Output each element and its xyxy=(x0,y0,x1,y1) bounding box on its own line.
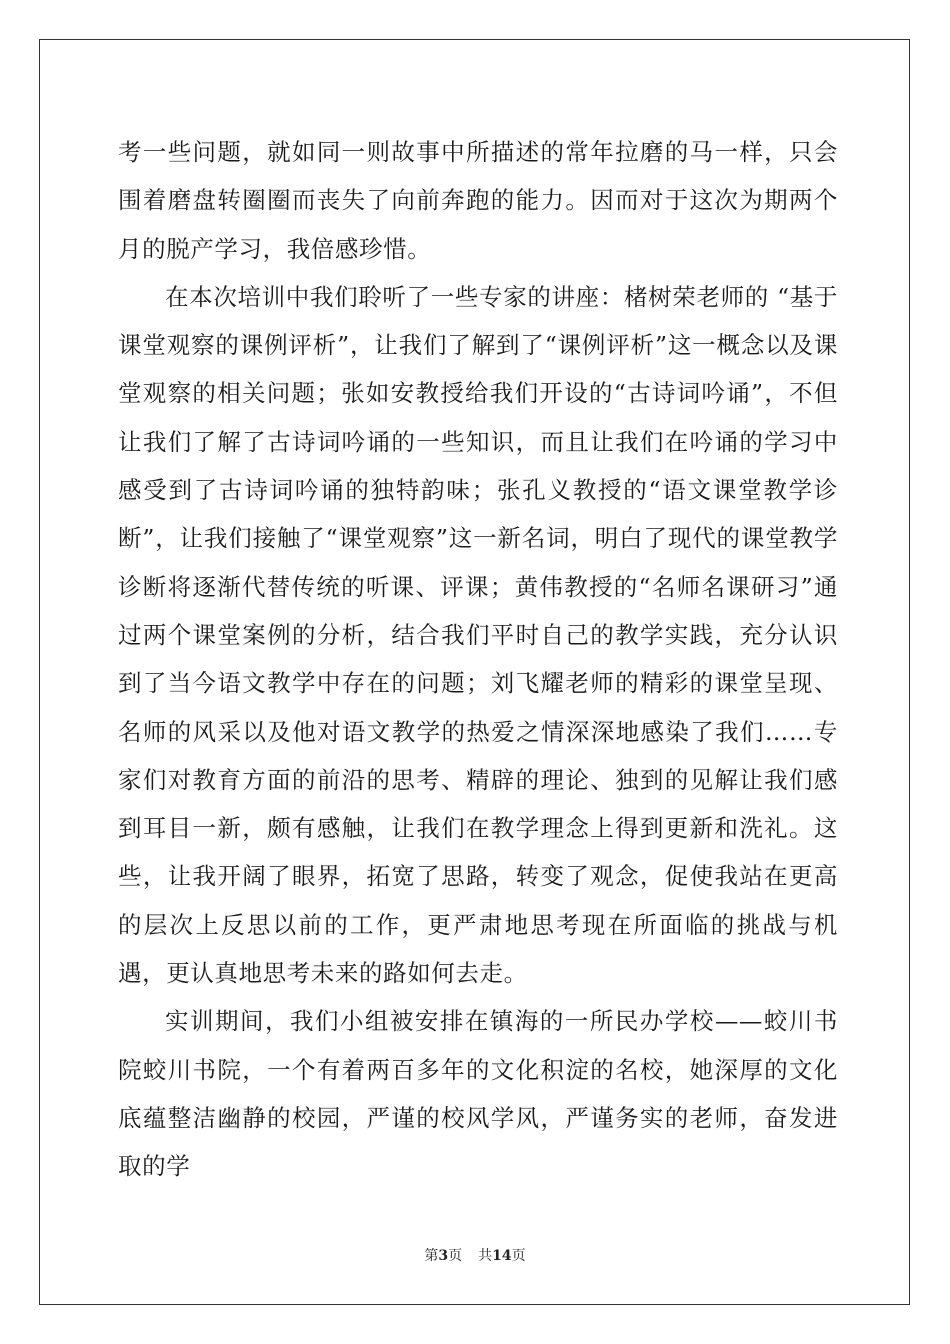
document-body xyxy=(118,128,838,1191)
page-prefix: 第 xyxy=(424,1248,439,1264)
current-page-number: 3 xyxy=(438,1248,449,1264)
page-unit: 页 xyxy=(448,1248,463,1264)
total-page-count: 14 xyxy=(492,1248,512,1264)
paragraph-2: 在本次培训中我们聆听了一些专家的讲座：楮树荣老师的 “基于课堂观察的课例评析”，让我们了解到了“课例评析”这一概念以及课堂观察的相关问题；张如安教授给我们开设的“古诗词吟诵”，不但让我们了解了古诗词吟诵的一些知识，而且让我们在吟诵的学习中感受到了古诗词吟诵的独特韵味；张孔义教授的“语文课堂教学诊断”，让我们接触了“课堂观察”这一新名词，明白了现代的课堂教学诊断将逐渐代替传统的听课、评课；黄伟教授的“名师名课研习”通过两个课堂案例的分析，结合我们平时自己的教学实践，充分认识到了当今语文教学中存在的问题；刘飞耀老师的精彩的课堂呈现、名师的风采以及他对语文教学的热爱之情深深地感染了我们……专家们对教育方面的前沿的思考、精辟的理论、独到的见解让我们感到耳目一新，颇有感触，让我们在教学理念上得到更新和洗礼。这些，让我开阔了眼界，拓宽了思路，转变了观念，促使我站在更高的层次上反思以前的工作，更严肃地思考现在所面临的挑战与机遇，更认真地思考未来的路如何去走。 xyxy=(118,282,838,988)
paragraph-3: 实训期间，我们小组被安排在镇海的一所民办学校——蛟川书院蛟川书院，一个有着两百多年的文化积淀的名校，她深厚的文化底蕴整洁幽静的校园，严谨的校风学风，严谨务实的老师，奋发进取的学 xyxy=(118,1007,838,1181)
total-unit: 页 xyxy=(511,1248,526,1264)
page-footer xyxy=(0,1245,950,1265)
paragraph-1: 考一些问题，就如同一则故事中所描述的常年拉磨的马一样，只会围着磨盘转圈圈而丧失了向前奔跑的能力。因而对于这次为期两个月的脱产学习，我倍感珍惜。 xyxy=(118,138,838,263)
total-prefix: 共 xyxy=(478,1248,493,1264)
